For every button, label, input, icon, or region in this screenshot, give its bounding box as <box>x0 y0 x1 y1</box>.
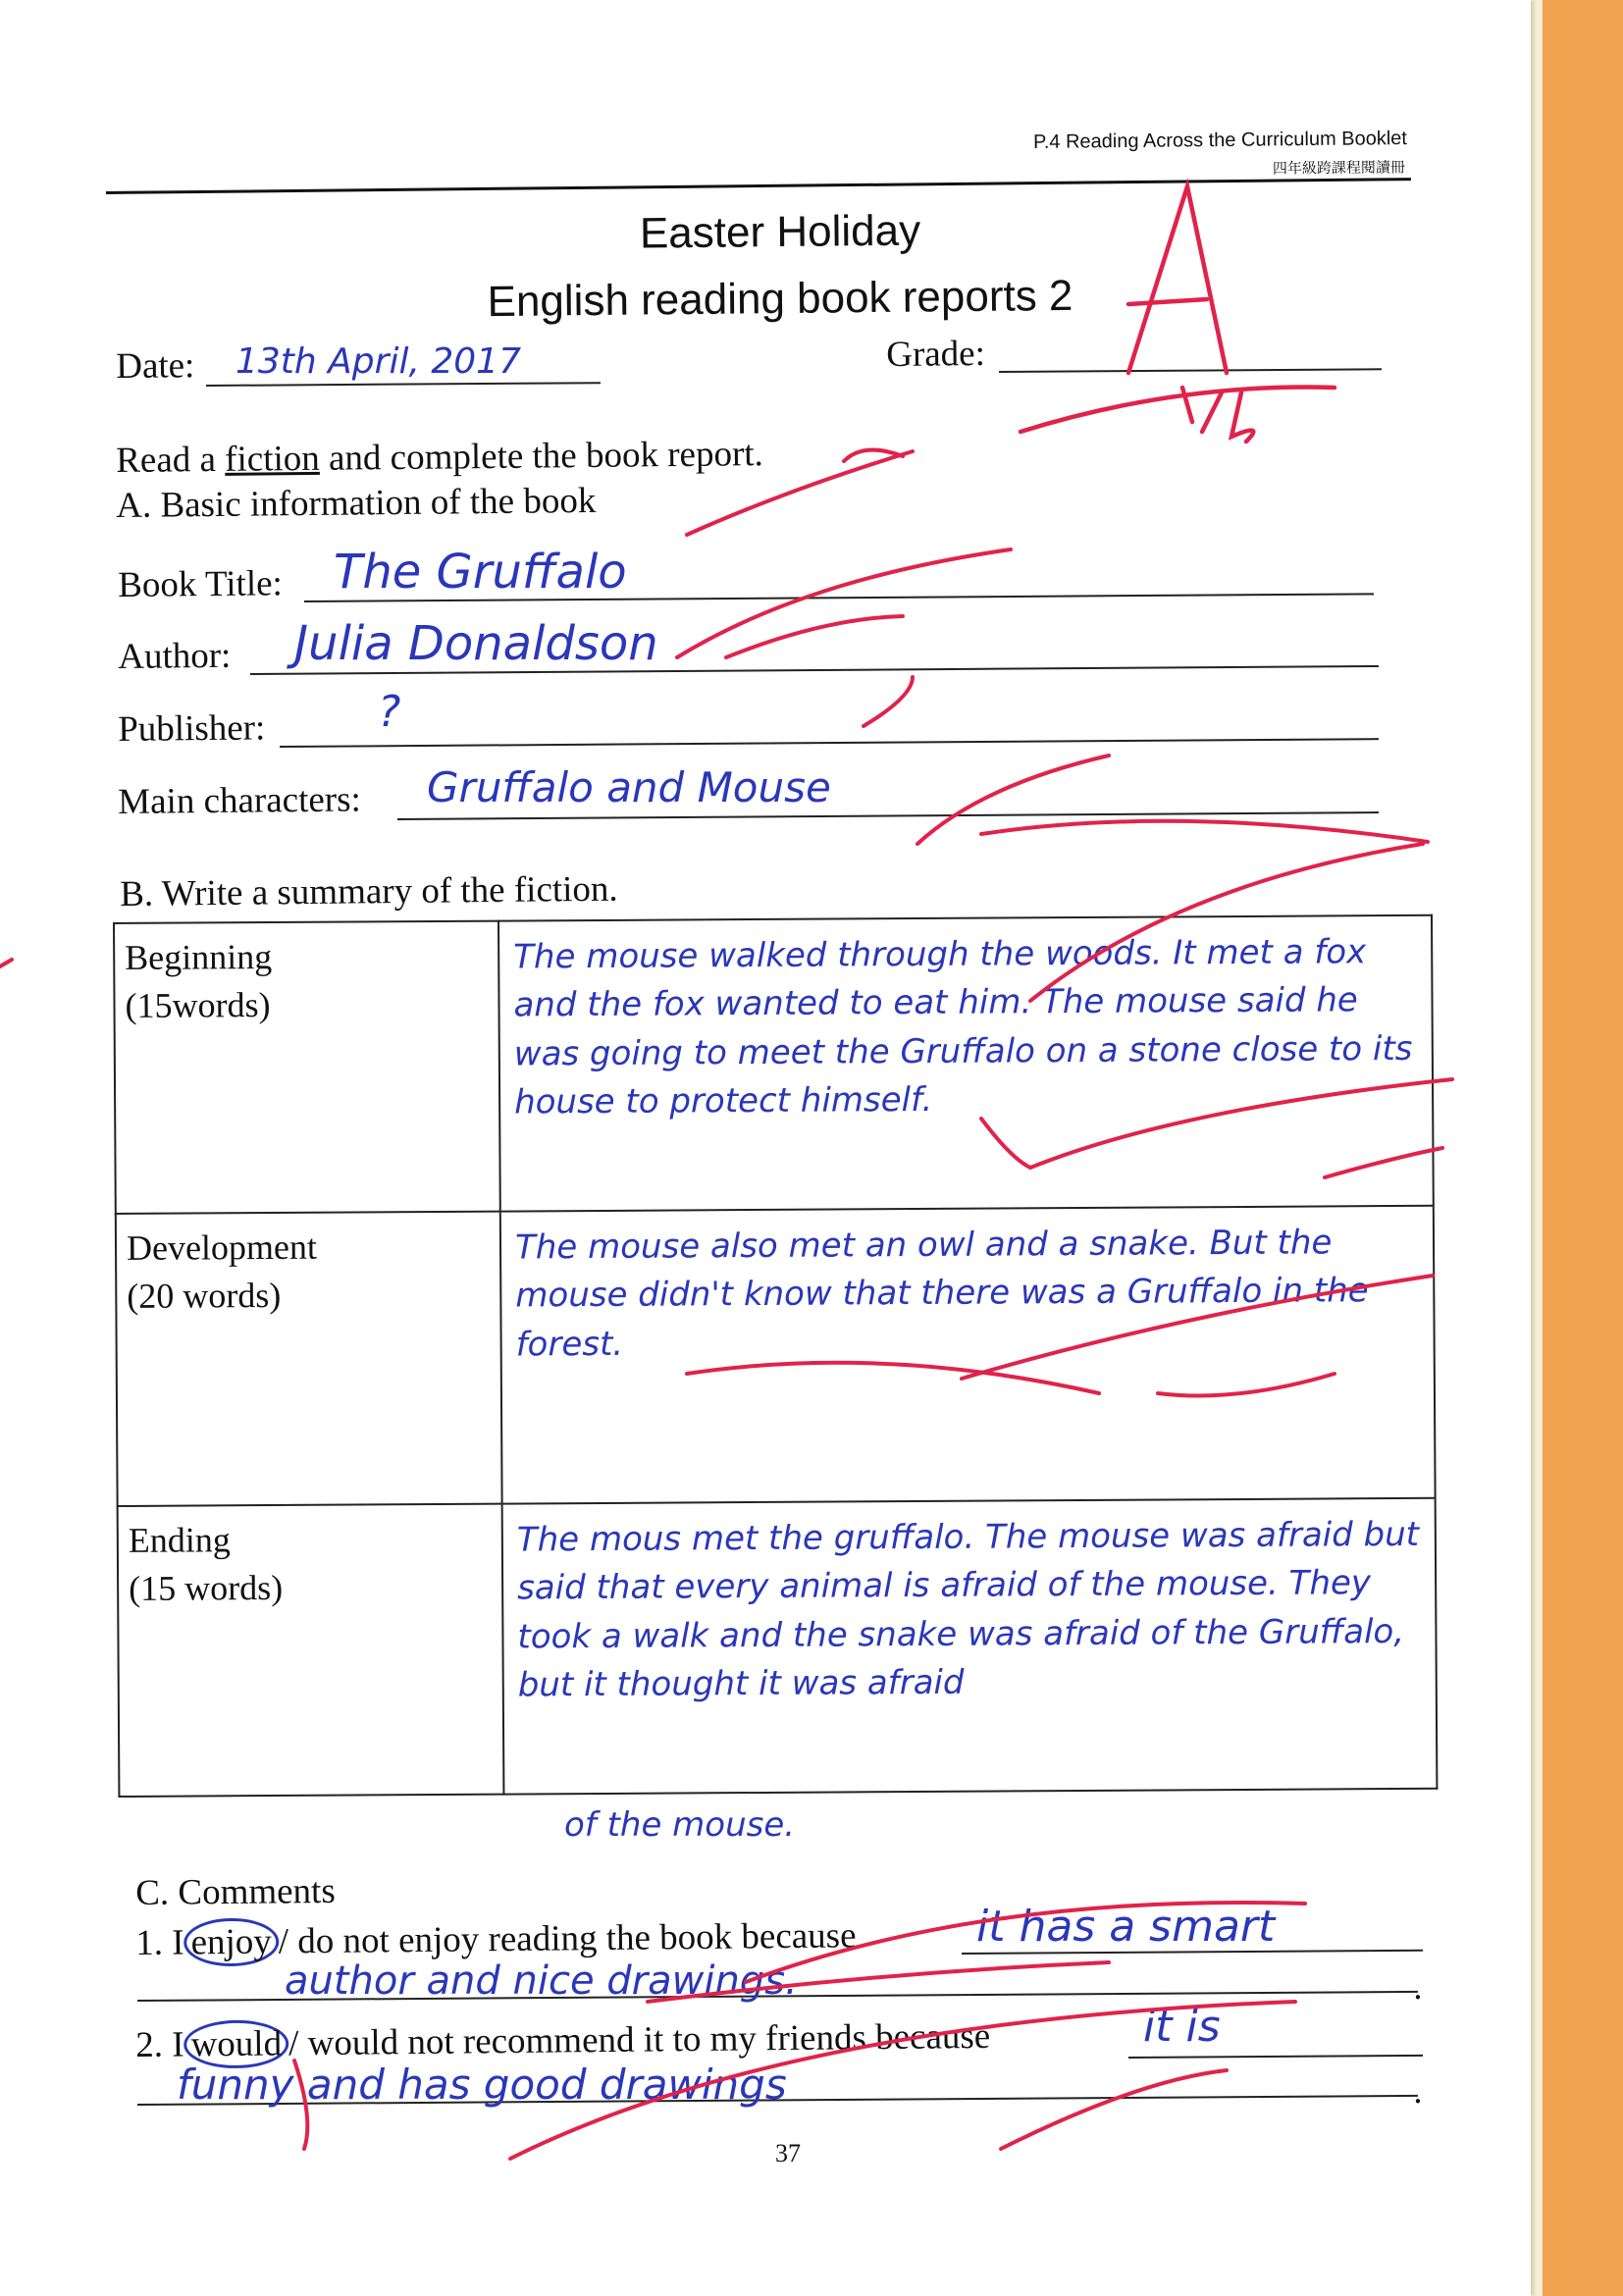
tick-mark <box>677 549 1011 657</box>
publisher-line <box>280 738 1379 747</box>
date-line <box>206 382 601 386</box>
row-label-cell <box>116 1212 502 1506</box>
row-text: The mouse also met an owl and a snake. But the mouse didn't know that there was a Gruffalo in the forest. <box>500 1206 1436 1504</box>
row-sublabel: (15 words) <box>129 1567 284 1608</box>
instruction <box>116 433 763 482</box>
instruction-suffix: and complete the book report. <box>319 434 764 479</box>
row-label: Ending <box>128 1520 231 1560</box>
publisher-value: ? <box>378 687 401 737</box>
grade-label: Grade: <box>886 333 986 375</box>
row-label-cell <box>114 921 500 1214</box>
book-title-value: The Gruffalo <box>334 545 627 600</box>
book-title-label: Book Title: <box>118 563 284 605</box>
characters-line <box>397 811 1379 819</box>
tick-mark <box>864 677 913 726</box>
row-text: The mous met the gruffalo. The mouse was afraid but said that every animal is afraid of the mouse. They took a walk and the snake was afraid of the Gruffalo, but it thought it was afraid <box>502 1498 1438 1795</box>
comment-2-choice: would <box>183 2019 288 2068</box>
tick-mark <box>1001 2070 1227 2149</box>
row-text: The mouse walked through the woods. It met a fox and the fox wanted to eat him. The mouse said he was going to meet the Gruffalo on a stone close to its house to protect himself. <box>498 915 1434 1212</box>
comment-1-period: . <box>1413 1966 1423 2008</box>
grade-score: 5/5 <box>1182 393 1238 442</box>
section-a-heading: A. Basic information of the book <box>116 480 597 526</box>
comment-1-answer-a: it has a smart <box>976 1902 1276 1952</box>
comment-2-num: 2. I <box>135 2024 184 2065</box>
comment-1-num: 1. I <box>135 1922 184 1963</box>
page-title: Easter Holiday <box>639 206 921 258</box>
table-row <box>116 1206 1436 1506</box>
author-value: Julia Donaldson <box>294 616 658 671</box>
publisher-label: Publisher: <box>118 707 266 750</box>
section-c-heading: C. Comments <box>135 1870 336 1913</box>
section-b-heading: B. Write a summary of the fiction. <box>120 868 618 914</box>
instruction-prefix: Read a <box>116 439 226 481</box>
row-sublabel: (20 words) <box>127 1275 282 1316</box>
tick-mark <box>981 821 1428 842</box>
comment-1-answer-b: author and nice drawings. <box>285 1958 798 2004</box>
comment-2-rest: / would not recommend it to my friends because <box>288 2015 991 2064</box>
page-subtitle: English reading book reports 2 <box>487 271 1073 327</box>
comment-2-answer-b: funny and has good drawings <box>177 2061 787 2109</box>
instruction-fiction: fiction <box>224 438 320 480</box>
table-row <box>114 915 1434 1214</box>
page-number: 37 <box>775 2139 801 2167</box>
row-label-cell <box>118 1504 504 1797</box>
characters-label: Main characters: <box>118 779 362 822</box>
header-divider <box>106 178 1411 194</box>
booklet-title: P.4 Reading Across the Curriculum Booklet <box>1032 128 1408 153</box>
comment-2-answer-a: it is <box>1143 2002 1221 2052</box>
tick-mark <box>0 960 12 966</box>
folder-edge <box>1537 0 1623 2296</box>
row-sublabel: (15words) <box>125 984 271 1025</box>
tick-mark <box>844 450 903 461</box>
comment-2-line-a <box>1128 2055 1423 2059</box>
comment-2-period: . <box>1413 2070 1423 2112</box>
row-label: Beginning <box>125 937 273 977</box>
author-label: Author: <box>118 635 232 677</box>
date-value: 13th April, 2017 <box>236 341 521 382</box>
grade-value: A <box>1163 313 1206 378</box>
comment-1-rest: / do not enjoy reading the book because <box>278 1915 857 1962</box>
row-label: Development <box>126 1226 318 1268</box>
summary-table <box>113 914 1438 1798</box>
table-row <box>118 1498 1438 1797</box>
tick-mark <box>726 616 903 657</box>
date-label: Date: <box>116 345 195 387</box>
summary-overflow-text: of the mouse. <box>564 1805 796 1845</box>
booklet-title-zh: 四年級跨課程閱讀冊 <box>1272 158 1406 178</box>
comment-1-choice: enjoy <box>183 1917 279 1966</box>
tick-mark <box>917 756 1109 844</box>
characters-value: Gruffalo and Mouse <box>427 763 831 811</box>
grade-line <box>999 368 1382 372</box>
